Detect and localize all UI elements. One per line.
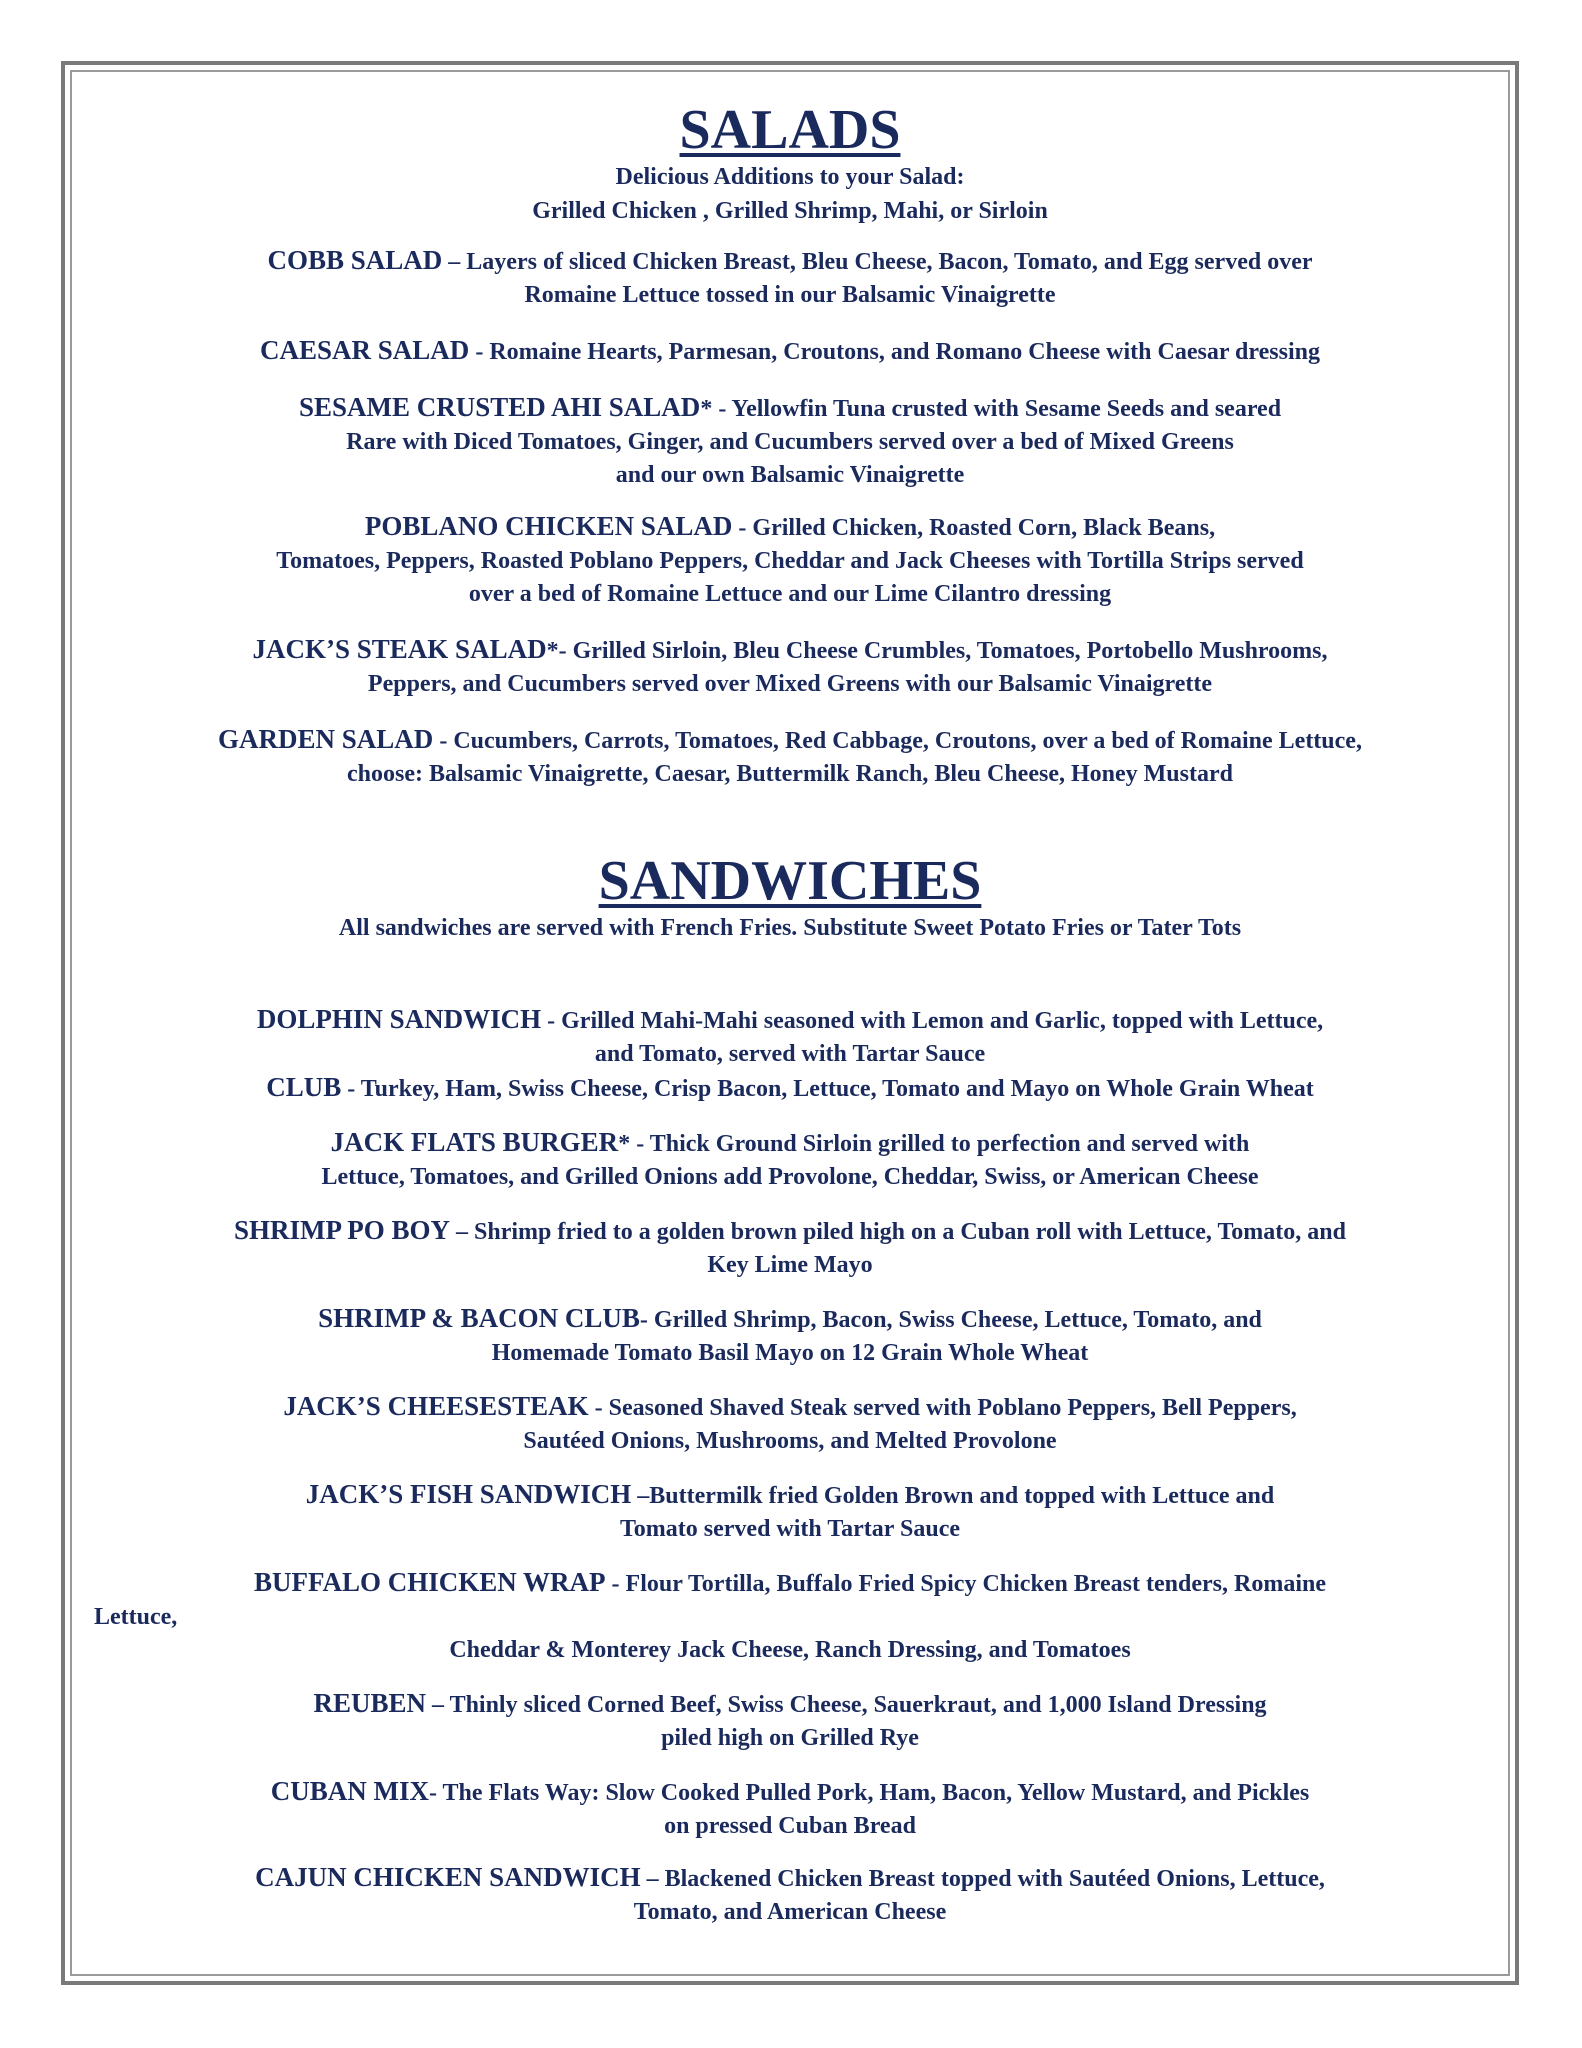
menu-item [72, 1003, 1508, 1071]
menu-item [72, 723, 1508, 791]
item-name: CAJUN CHICKEN SANDWICH [255, 1862, 641, 1892]
item-name: DOLPHIN SANDWICH [256, 1004, 542, 1034]
item-description: Tomato, and American Cheese [633, 1899, 947, 1925]
item-name: CUBAN MIX [270, 1776, 429, 1806]
item-name: JACK’S CHEESESTEAK [283, 1391, 589, 1421]
item-description: Romaine Lettuce tossed in our Balsamic Vinaigrette [524, 282, 1056, 308]
item-name: JACK’S FISH SANDWICH [305, 1479, 632, 1509]
item-separator: *- [546, 638, 573, 664]
menu-page [72, 72, 1508, 1929]
item-name: SHRIMP & BACON CLUB [318, 1303, 640, 1333]
salad-additions-list: Grilled Chicken , Grilled Shrimp, Mahi, or Sirloin [532, 198, 1048, 224]
item-description: Shrimp fried to a golden brown piled high on a Cuban roll with Lettuce, Tomato, and [474, 1219, 1346, 1245]
item-separator: * - [700, 396, 732, 422]
item-description: Turkey, Ham, Swiss Cheese, Crisp Bacon, Lettuce, Tomato and Mayo on Whole Grain Wheat [360, 1076, 1314, 1102]
item-separator: - [433, 728, 454, 754]
item-description: Yellowfin Tuna crusted with Sesame Seeds and seared [731, 396, 1282, 422]
item-description: Buttermilk fried Golden Brown and topped with Lettuce and [649, 1483, 1275, 1509]
item-description: Tomatoes, Peppers, Roasted Poblano Peppers, Cheddar and Jack Cheeses with Tortilla Strips served [276, 548, 1304, 574]
item-separator: - [639, 1307, 654, 1333]
item-description: Seasoned Shaved Steak served with Poblano Peppers, Bell Peppers, [608, 1395, 1297, 1421]
item-description: Grilled Chicken, Roasted Corn, Black Beans, [752, 515, 1216, 541]
item-name: CAESAR SALAD [260, 335, 470, 365]
menu-item [72, 244, 1508, 312]
menu-item [72, 391, 1508, 492]
item-description: Romaine Hearts, Parmesan, Croutons, and Romano Cheese with Caesar dressing [489, 339, 1320, 365]
item-description: Lettuce, Tomatoes, and Grilled Onions add Provolone, Cheddar, Swiss, or American Cheese [321, 1164, 1259, 1190]
item-description: Grilled Shrimp, Bacon, Swiss Cheese, Lettuce, Tomato, and [653, 1307, 1262, 1333]
item-description: Rare with Diced Tomatoes, Ginger, and Cucumbers served over a bed of Mixed Greens [346, 429, 1234, 455]
item-description: Sautéed Onions, Mushrooms, and Melted Provolone [523, 1428, 1057, 1454]
sandwiches-title: SANDWICHES [598, 850, 982, 912]
item-name: POBLANO CHICKEN SALAD [364, 511, 733, 541]
item-separator: – [640, 1866, 665, 1892]
item-separator: – [450, 1219, 475, 1245]
item-separator: - [588, 1395, 609, 1421]
item-separator: - [428, 1780, 443, 1806]
item-description: Lettuce, [94, 1604, 178, 1630]
menu-item [72, 1071, 1508, 1106]
item-description: Flour Tortilla, Buffalo Fried Spicy Chicken Breast tenders, Romaine [625, 1571, 1326, 1597]
item-separator: – [442, 249, 467, 275]
item-description: piled high on Grilled Rye [661, 1725, 919, 1751]
menu-item [72, 1390, 1508, 1458]
menu-item [72, 1566, 1508, 1667]
item-separator: - [732, 515, 753, 541]
menu-item [72, 1126, 1508, 1194]
item-name: SHRIMP PO BOY [234, 1215, 451, 1245]
salad-additions-heading: Delicious Additions to your Salad: [615, 164, 965, 190]
item-description: Grilled Sirloin, Bleu Cheese Crumbles, Tomatoes, Portobello Mushrooms, [572, 638, 1328, 664]
menu-item [72, 1775, 1508, 1843]
menu-item [72, 1478, 1508, 1546]
item-description: Thinly sliced Corned Beef, Swiss Cheese, Sauerkraut, and 1,000 Island Dressing [449, 1692, 1267, 1718]
item-description: and Tomato, served with Tartar Sauce [594, 1041, 986, 1067]
item-description: Cheddar & Monterey Jack Cheese, Ranch Dressing, and Tomatoes [449, 1637, 1131, 1663]
menu-item [72, 1861, 1508, 1929]
item-separator: - [605, 1571, 626, 1597]
item-description: on pressed Cuban Bread [664, 1813, 916, 1839]
item-description: Cucumbers, Carrots, Tomatoes, Red Cabbage, Croutons, over a bed of Romaine Lettuce, [453, 728, 1362, 754]
item-name: JACK FLATS BURGER [330, 1127, 619, 1157]
item-description: over a bed of Romaine Lettuce and our Lime Cilantro dressing [468, 581, 1112, 607]
item-description: Grilled Mahi-Mahi seasoned with Lemon and Garlic, topped with Lettuce, [561, 1008, 1324, 1034]
menu-item [72, 1214, 1508, 1282]
item-description: The Flats Way: Slow Cooked Pulled Pork, Ham, Bacon, Yellow Mustard, and Pickles [442, 1780, 1310, 1806]
sandwiches-section [72, 851, 1508, 1929]
item-description: and our own Balsamic Vinaigrette [615, 462, 965, 488]
item-description: Peppers, and Cucumbers served over Mixed Greens with our Balsamic Vinaigrette [367, 671, 1213, 697]
item-name: REUBEN [313, 1688, 426, 1718]
item-separator: – [425, 1692, 450, 1718]
item-description: choose: Balsamic Vinaigrette, Caesar, Buttermilk Ranch, Bleu Cheese, Honey Mustard [347, 761, 1233, 787]
item-description: Blackened Chicken Breast topped with Sautéed Onions, Lettuce, [664, 1866, 1325, 1892]
menu-item [72, 633, 1508, 701]
item-separator: - [469, 339, 490, 365]
salads-title: SALADS [679, 99, 901, 161]
item-name: JACK’S STEAK SALAD [252, 634, 547, 664]
menu-item [72, 1302, 1508, 1370]
item-name: BUFFALO CHICKEN WRAP [254, 1567, 606, 1597]
item-description: Layers of sliced Chicken Breast, Bleu Cheese, Bacon, Tomato, and Egg served over [466, 249, 1313, 275]
item-description: Tomato served with Tartar Sauce [619, 1516, 960, 1542]
menu-item [72, 334, 1508, 369]
item-description: Thick Ground Sirloin grilled to perfection and served with [649, 1131, 1250, 1157]
item-separator: * - [618, 1131, 650, 1157]
item-separator: - [541, 1008, 562, 1034]
item-separator: - [341, 1076, 361, 1102]
item-name: CLUB [266, 1072, 342, 1102]
salads-section [72, 72, 1508, 791]
item-separator: – [631, 1483, 650, 1509]
item-description: Homemade Tomato Basil Mayo on 12 Grain Whole Wheat [491, 1340, 1089, 1366]
menu-item [72, 510, 1508, 611]
item-description: Key Lime Mayo [707, 1252, 873, 1278]
item-name: SESAME CRUSTED AHI SALAD [298, 392, 701, 422]
item-name: COBB SALAD [267, 245, 443, 275]
sandwiches-note: All sandwiches are served with French Fries. Substitute Sweet Potato Fries or Tater Tots [338, 915, 1242, 941]
item-name: GARDEN SALAD [218, 724, 434, 754]
menu-item [72, 1687, 1508, 1755]
